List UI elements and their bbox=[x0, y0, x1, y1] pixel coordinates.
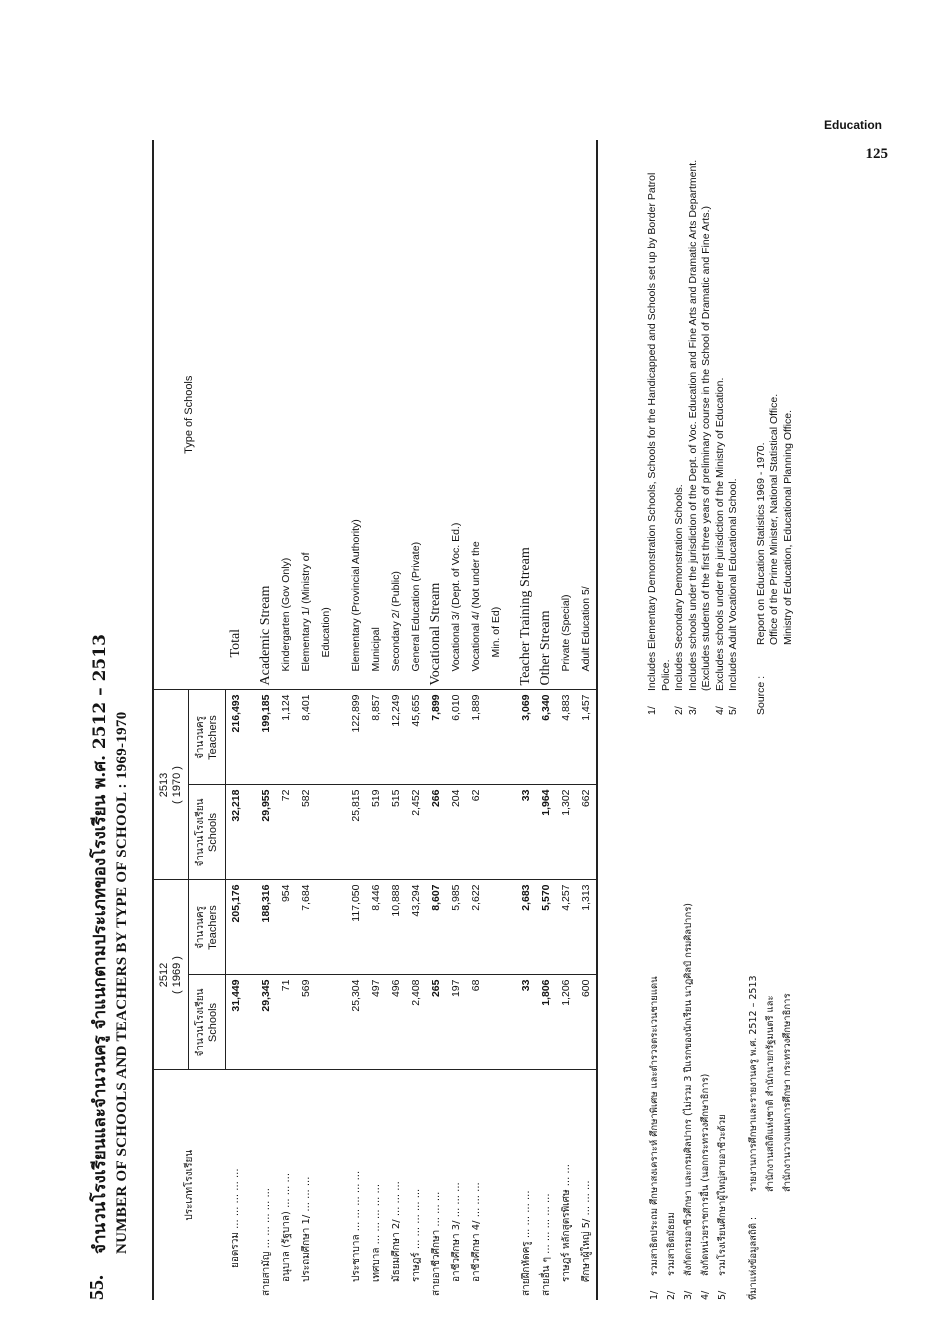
row-label-english: Private (Special) bbox=[556, 140, 576, 690]
table-row bbox=[406, 140, 426, 1300]
table-row bbox=[576, 140, 597, 1300]
teachers-1969: 2,622 bbox=[466, 880, 486, 975]
footnote bbox=[673, 140, 687, 715]
footnote-text: รวมสาธิตประถม ศึกษาสงเคราะห์ ศึกษาพิเศษ และตำรวจตระเวนชายแดน bbox=[649, 976, 660, 1276]
title-thai-text: จำนวนโรงเรียนและจำนวนครู จำแนกตามประเภทของโรงเรียน พ.ศ. 2512 – 2513 bbox=[90, 634, 110, 1254]
row-label-thai bbox=[486, 1070, 506, 1300]
table-row bbox=[536, 140, 556, 1300]
header-year-1969: 2512 ( 1969 ) bbox=[153, 880, 189, 1070]
footnote-text: สังกัดหน่วยราชการอื่น (นอกกระทรวงศึกษาธิการ) bbox=[700, 1073, 711, 1276]
teachers-1969: 10,888 bbox=[386, 880, 406, 975]
footnote bbox=[663, 740, 680, 1300]
teachers-1970: 4,883 bbox=[556, 690, 576, 785]
footnote-text: Excludes schools under the jurisdiction of the Ministry of Education. bbox=[713, 377, 726, 691]
footnote-mark: 3/ bbox=[686, 706, 699, 715]
row-label-english: Academic Stream bbox=[256, 140, 276, 690]
row-label-thai: ประชาบาล ... ... ... ... ... bbox=[350, 1170, 362, 1282]
schools-1969: 265 bbox=[426, 975, 446, 1070]
table-row bbox=[446, 140, 466, 1300]
row-label-english: Elementary 1/ (Ministry of bbox=[296, 140, 316, 690]
row-label-english: Min. of Ed) bbox=[486, 140, 506, 690]
teachers-1970 bbox=[316, 690, 336, 785]
row-label-english: Adult Education 5/ bbox=[576, 140, 597, 690]
footnote-mark: 4/ bbox=[713, 706, 726, 715]
row-label-thai: ราษฎร์ หลักสูตรพิเศษ ... ... bbox=[560, 1164, 572, 1282]
row-label-english: Teacher Training Stream bbox=[516, 140, 536, 690]
header-teachers-1970: จำนวนครู Teachers bbox=[189, 690, 226, 785]
schools-1970: 204 bbox=[446, 785, 466, 880]
source-english: Source : Report on Education Statistics 1969 - 1970. Office of the Prime Minister, National Statistical Office. Ministry of Education, Educational Planning Office. bbox=[754, 393, 794, 715]
schools-1970: 662 bbox=[576, 785, 597, 880]
row-label-english: Secondary 2/ (Public) bbox=[386, 140, 406, 690]
row-label-thai bbox=[316, 1070, 336, 1300]
teachers-1969: 205,176 bbox=[226, 880, 247, 975]
header-year-1970: 2513 ( 1970 ) bbox=[153, 690, 189, 880]
schools-1970: 582 bbox=[296, 785, 316, 880]
teachers-1970 bbox=[486, 690, 506, 785]
header-schools-1970: จำนวนโรงเรียน Schools bbox=[189, 785, 226, 880]
footnote-text: Includes schools under the jurisdiction of the Dept. of Voc. Education and Fine Arts and Dramatic Arts Department. (Excludes students of the first three years of preliminary course in the School of Dramatic and Fine Arts.) bbox=[686, 159, 712, 691]
row-label-thai: เทศบาล ... ... ... ... ... bbox=[370, 1183, 382, 1282]
schools-1969: 33 bbox=[516, 975, 536, 1070]
header-teachers-1969: จำนวนครู Teachers bbox=[189, 880, 226, 975]
schools-1970: 62 bbox=[466, 785, 486, 880]
table-row bbox=[316, 140, 336, 1300]
schools-1969: 569 bbox=[296, 975, 316, 1070]
schools-1970: 33 bbox=[516, 785, 536, 880]
schools-1970: 515 bbox=[386, 785, 406, 880]
teachers-1970: 7,899 bbox=[426, 690, 446, 785]
schools-1970: 2,452 bbox=[406, 785, 426, 880]
row-label-thai: ประถมศึกษา 1/ ... ... ... bbox=[300, 1176, 312, 1282]
row-label-thai: ราษฎร์ ... ... ... ... ... bbox=[410, 1188, 422, 1282]
schools-1970: 519 bbox=[366, 785, 386, 880]
teachers-1970: 216,493 bbox=[226, 690, 247, 785]
header-type-thai: ประเภทโรงเรียน bbox=[153, 1070, 226, 1300]
footnote-mark: 5/ bbox=[727, 706, 739, 715]
teachers-1969: 4,257 bbox=[556, 880, 576, 975]
spacer-row bbox=[336, 140, 346, 1300]
section-label: Education bbox=[823, 118, 882, 132]
teachers-1969: 7,684 bbox=[296, 880, 316, 975]
schools-1969 bbox=[486, 975, 506, 1070]
schools-1969: 31,449 bbox=[226, 975, 247, 1070]
table-row bbox=[486, 140, 506, 1300]
schools-1969: 25,304 bbox=[346, 975, 366, 1070]
row-label-thai: สายอาชีวศึกษา ... ... ... bbox=[430, 1191, 442, 1296]
teachers-1969 bbox=[486, 880, 506, 975]
schools-1970: 1,302 bbox=[556, 785, 576, 880]
row-label-thai: อาชีวศึกษา 4/ ... ... ... bbox=[470, 1182, 482, 1282]
schools-1969: 600 bbox=[576, 975, 597, 1070]
row-label-thai: สายอื่น ๆ ... ... ... ... ... bbox=[540, 1193, 552, 1296]
table-row bbox=[466, 140, 486, 1300]
table-number: 55. bbox=[86, 1275, 108, 1300]
schools-1970: 29,955 bbox=[256, 785, 276, 880]
footnote-text: สังกัดกรมอาชีวศึกษา และกรมศิลปากร (ไม่รวม 3 ปีแรกของนักเรียน นาฏศิลป์ กรมศิลปากร) bbox=[683, 902, 694, 1276]
teachers-1970: 45,655 bbox=[406, 690, 426, 785]
teachers-1969: 1,313 bbox=[576, 880, 597, 975]
schools-1970: 25,815 bbox=[346, 785, 366, 880]
schools-1969: 497 bbox=[366, 975, 386, 1070]
teachers-1969: 8,446 bbox=[366, 880, 386, 975]
source-thai: ที่มาแห่งข้อมูลสถิติ : รายงานการศึกษาและรายงานครู พ.ศ. 2512 – 2513 สำนักงานสถิติแห่งชาติ สำนักนายกรัฐมนตรี และ สำนักงานวางแผนการศึกษา กระทรวงศึกษาธิการ bbox=[748, 975, 793, 1300]
teachers-1970: 12,249 bbox=[386, 690, 406, 785]
footnote bbox=[714, 740, 731, 1300]
table-title-english: NUMBER OF SCHOOLS AND TEACHERS BY TYPE OF SCHOOL : 1969-1970 bbox=[114, 711, 130, 1254]
footnote bbox=[646, 740, 663, 1300]
teachers-1969: 43,294 bbox=[406, 880, 426, 975]
footnote bbox=[687, 140, 714, 715]
rotated-table-sheet bbox=[86, 140, 876, 1300]
data-table bbox=[152, 140, 598, 1300]
footnote bbox=[646, 140, 673, 715]
footnote-mark: 2/ bbox=[666, 1290, 677, 1300]
teachers-1970: 8,857 bbox=[366, 690, 386, 785]
schools-1969: 71 bbox=[276, 975, 296, 1070]
row-label-thai: ศึกษาผู้ใหญ่ 5/ ... ... ... bbox=[576, 1070, 597, 1300]
schools-1970: 72 bbox=[276, 785, 296, 880]
teachers-1970: 1,889 bbox=[466, 690, 486, 785]
teachers-1969: 8,607 bbox=[426, 880, 446, 975]
table-row bbox=[256, 140, 276, 1300]
schools-1969: 1,806 bbox=[536, 975, 556, 1070]
footnote-mark: 1/ bbox=[646, 706, 658, 715]
row-label-thai: สายฝึกหัดครู ... ... ... ... bbox=[520, 1190, 532, 1296]
footnote-mark: 4/ bbox=[700, 1290, 711, 1300]
teachers-1970: 1,457 bbox=[576, 690, 597, 785]
teachers-1970: 8,401 bbox=[296, 690, 316, 785]
schools-1969 bbox=[316, 975, 336, 1070]
row-label-english: Other Stream bbox=[536, 140, 556, 690]
row-label-english: Total bbox=[226, 140, 247, 690]
schools-1969: 29,345 bbox=[256, 975, 276, 1070]
row-label-thai: มัธยมศึกษา 2/ ... ... ... bbox=[390, 1181, 402, 1282]
row-label-english: Vocational Stream bbox=[426, 140, 446, 690]
teachers-1969: 5,570 bbox=[536, 880, 556, 975]
teachers-1969: 2,683 bbox=[516, 880, 536, 975]
table-row bbox=[386, 140, 406, 1300]
teachers-1969: 954 bbox=[276, 880, 296, 975]
schools-1969: 1,206 bbox=[556, 975, 576, 1070]
table-row bbox=[516, 140, 536, 1300]
footnote-mark: 5/ bbox=[717, 1290, 728, 1300]
row-label-english: Municipal bbox=[366, 140, 386, 690]
schools-1970: 266 bbox=[426, 785, 446, 880]
header-type-english: Type of Schools bbox=[153, 140, 226, 690]
row-label-english: Kindergarten (Gov Only) bbox=[276, 140, 296, 690]
page-number: 125 bbox=[865, 146, 888, 162]
footnote-mark: 2/ bbox=[673, 706, 685, 715]
schools-1970: 1,964 bbox=[536, 785, 556, 880]
teachers-1969: 5,985 bbox=[446, 880, 466, 975]
table-row bbox=[346, 140, 366, 1300]
teachers-1970: 1,124 bbox=[276, 690, 296, 785]
footnote-mark: 3/ bbox=[683, 1290, 694, 1300]
teachers-1970: 122,899 bbox=[346, 690, 366, 785]
table-title-thai bbox=[86, 140, 116, 1300]
footnote-text: Includes Adult Vocational Educational School. bbox=[727, 478, 739, 691]
teachers-1970: 199,185 bbox=[256, 690, 276, 785]
table-row bbox=[276, 140, 296, 1300]
row-label-english: Education) bbox=[316, 140, 336, 690]
teachers-1970: 3,069 bbox=[516, 690, 536, 785]
footnote-text: รวมสาธิตมัธยม bbox=[666, 1212, 677, 1276]
schools-1969: 68 bbox=[466, 975, 486, 1070]
footnote-text: รวมโรงเรียนศึกษาผู้ใหญ่สายอาชีวะด้วย bbox=[717, 1114, 728, 1276]
table-row bbox=[426, 140, 446, 1300]
header-schools-1969: จำนวนโรงเรียน Schools bbox=[189, 975, 226, 1070]
teachers-1969: 188,316 bbox=[256, 880, 276, 975]
schools-1969: 197 bbox=[446, 975, 466, 1070]
footnote bbox=[697, 740, 714, 1300]
footnote bbox=[680, 740, 697, 1300]
teachers-1970: 6,340 bbox=[536, 690, 556, 785]
row-label-english: Vocational 3/ (Dept. of Voc. Ed.) bbox=[446, 140, 466, 690]
footnotes-english bbox=[646, 140, 795, 715]
row-label-thai: ยอดรวม ... ... ... ... ... bbox=[230, 1168, 242, 1268]
footnote-mark: 1/ bbox=[649, 1290, 660, 1300]
footnote-text: Includes Secondary Demonstration Schools. bbox=[673, 484, 685, 691]
table-row bbox=[226, 140, 247, 1300]
row-label-thai: สายสามัญ ... ... ... ... ... bbox=[260, 1188, 272, 1296]
row-label-english: General Education (Private) bbox=[406, 140, 426, 690]
row-label-english: Vocational 4/ (Not under the bbox=[466, 140, 486, 690]
table-row bbox=[296, 140, 316, 1300]
table-row bbox=[366, 140, 386, 1300]
teachers-1969: 117,050 bbox=[346, 880, 366, 975]
schools-1970 bbox=[486, 785, 506, 880]
schools-1970 bbox=[316, 785, 336, 880]
spacer-row bbox=[506, 140, 516, 1300]
schools-1970: 32,218 bbox=[226, 785, 247, 880]
spacer-row bbox=[246, 140, 256, 1300]
table-row bbox=[556, 140, 576, 1300]
schools-1969: 496 bbox=[386, 975, 406, 1070]
footnote bbox=[727, 140, 741, 715]
footnote-text: Includes Elementary Demonstration Schools, Schools for the Handicapped and Schools set up by Border Patrol Police. bbox=[646, 172, 672, 691]
footnote bbox=[714, 140, 728, 715]
row-label-thai: อาชีวศึกษา 3/ ... ... ... bbox=[450, 1182, 462, 1282]
schools-1969: 2,408 bbox=[406, 975, 426, 1070]
row-label-english: Elementary (Provincial Authority) bbox=[346, 140, 366, 690]
row-label-thai: อนุบาล (รัฐบาล) ... ... ... bbox=[280, 1172, 292, 1282]
teachers-1969 bbox=[316, 880, 336, 975]
teachers-1970: 6,010 bbox=[446, 690, 466, 785]
footnotes-thai bbox=[646, 740, 796, 1300]
